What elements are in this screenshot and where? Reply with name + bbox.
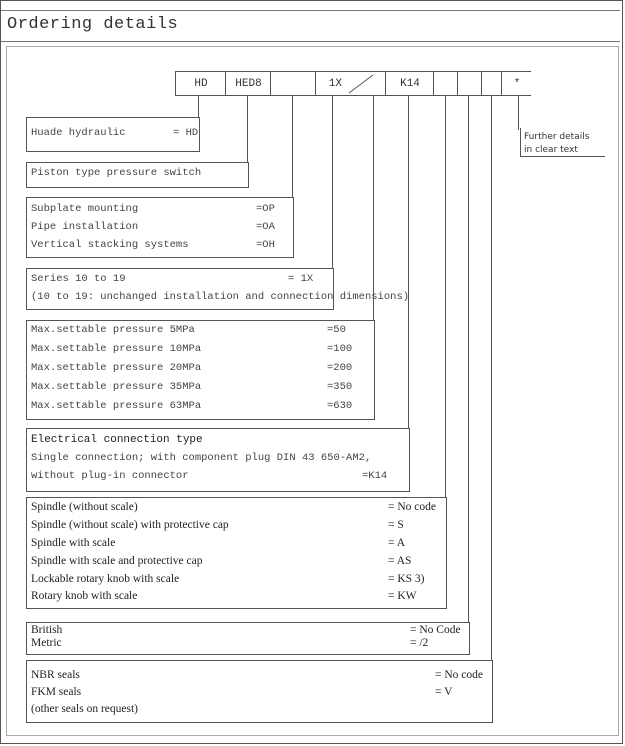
seals-note: (other seals on request) (31, 703, 138, 715)
electrical-line1: Single connection; with component plug DIN 43 650-AM2, (31, 452, 372, 464)
connector-mounting (292, 95, 293, 197)
adjustment-code-5: = KS 3) (388, 573, 425, 585)
connector-series (332, 95, 333, 268)
electrical-title: Electrical connection type (31, 434, 203, 446)
adjustment-label-2: Spindle (without scale) with protective cap (31, 519, 229, 531)
adjustment-label-1: Spindle (without scale) (31, 501, 138, 513)
adjustment-code-2: = S (388, 519, 404, 531)
code-cell-series: 1X (315, 72, 345, 95)
thread-label-1: British (31, 624, 63, 636)
connector-type (247, 95, 248, 162)
code-cell-electrical: K14 (385, 72, 434, 95)
seals-label-2: FKM seals (31, 686, 82, 698)
electrical-code: =K14 (362, 470, 388, 482)
thread-label-2: Metric (31, 637, 62, 649)
adjustment-code-4: = AS (388, 555, 412, 567)
connector-electrical (408, 95, 409, 428)
pressure-label-1: Max.settable pressure 5MPa (31, 324, 195, 336)
code-cell-pressure (345, 72, 385, 95)
seals-label-1: NBR seals (31, 669, 80, 681)
connector-pressure (373, 95, 374, 320)
adjustment-code-3: = A (388, 537, 406, 549)
series-note: (10 to 19: unchanged installation and connection dimensions) (31, 291, 410, 303)
type-label: Piston type pressure switch (31, 167, 202, 179)
connector-seals (491, 95, 492, 660)
series-label: Series 10 to 19 (31, 273, 126, 285)
code-cell-thread (457, 72, 482, 95)
pressure-code-1: =50 (327, 324, 346, 336)
code-cell-mounting (270, 72, 316, 95)
pressure-label-5: Max.settable pressure 63MPa (31, 400, 202, 412)
code-cell-seals (481, 72, 502, 95)
pressure-code-2: =100 (327, 343, 353, 355)
series-code: = 1X (288, 273, 314, 285)
manufacturer-code: = HD (173, 127, 199, 139)
connector-adjustment (445, 95, 446, 497)
code-cell-hd: HD (175, 72, 226, 95)
pressure-label-2: Max.settable pressure 10MPa (31, 343, 202, 355)
electrical-line2: without plug-in connector (31, 470, 189, 482)
further-details-line1: Further details (524, 132, 590, 142)
thread-code-1: = No Code (410, 624, 461, 636)
adjustment-label-6: Rotary knob with scale (31, 590, 138, 602)
seals-code-1: = No code (435, 669, 483, 681)
manufacturer-label: Huade hydraulic (31, 127, 126, 139)
mounting-code-3: =OH (256, 239, 275, 251)
mounting-label-1: Subplate mounting (31, 203, 139, 215)
thread-code-2: = /2 (410, 637, 429, 649)
adjustment-label-3: Spindle with scale (31, 537, 116, 549)
pressure-label-3: Max.settable pressure 20MPa (31, 362, 202, 374)
pressure-label-4: Max.settable pressure 35MPa (31, 381, 202, 393)
mounting-code-1: =OP (256, 203, 275, 215)
connector-thread (468, 95, 469, 622)
connector-further (518, 95, 519, 130)
adjustment-label-4: Spindle with scale and protective cap (31, 555, 203, 567)
mounting-label-2: Pipe installation (31, 221, 139, 233)
code-cell-adjustment (433, 72, 458, 95)
seals-code-2: = V (435, 686, 453, 698)
pressure-code-4: =350 (327, 381, 353, 393)
adjustment-code-1: = No code (388, 501, 436, 513)
mounting-code-2: =OA (256, 221, 275, 233)
adjustment-code-6: = KW (388, 590, 417, 602)
code-cell-further: * (501, 72, 532, 95)
pressure-code-3: =200 (327, 362, 353, 374)
thread-box (26, 622, 470, 655)
section-title: Ordering details (7, 15, 179, 34)
code-cell-hed8: HED8 (225, 72, 271, 95)
section-header (1, 10, 620, 42)
mounting-label-3: Vertical stacking systems (31, 239, 189, 251)
adjustment-label-5: Lockable rotary knob with scale (31, 573, 180, 585)
further-details-line2: in clear text (524, 145, 578, 155)
slash-separator (345, 72, 385, 95)
pressure-code-5: =630 (327, 400, 353, 412)
